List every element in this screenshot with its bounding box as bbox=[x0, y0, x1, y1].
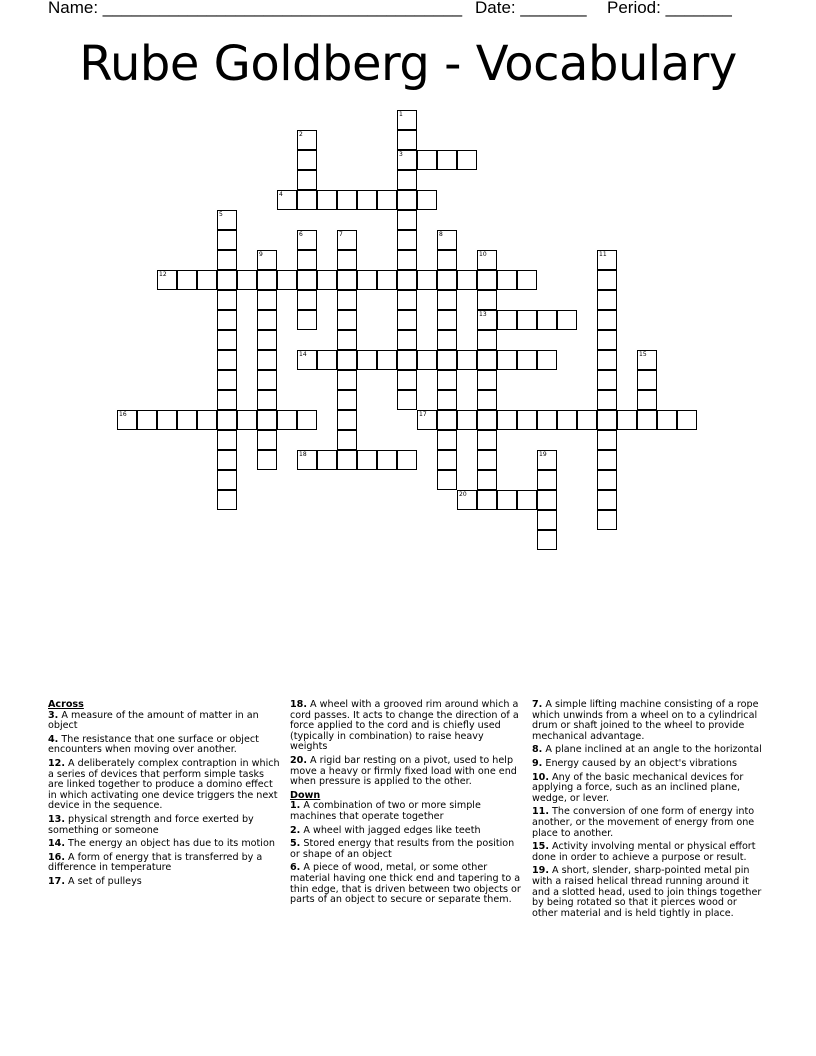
cell-number: 1 bbox=[399, 111, 403, 118]
clue-item bbox=[48, 815, 280, 836]
crossword-cell[interactable] bbox=[497, 410, 517, 430]
cell-number: 13 bbox=[479, 311, 487, 318]
crossword-cell[interactable] bbox=[357, 270, 377, 290]
crossword-cell[interactable] bbox=[257, 310, 277, 330]
clue-item bbox=[48, 711, 280, 732]
crossword-cell[interactable] bbox=[297, 450, 317, 470]
crossword-cell[interactable] bbox=[337, 370, 357, 390]
cell-number: 6 bbox=[299, 231, 303, 238]
crossword-cell[interactable] bbox=[337, 390, 357, 410]
crossword-cell[interactable] bbox=[597, 350, 617, 370]
clue-text: Stored energy that results from the position or shape of an object bbox=[290, 838, 515, 860]
crossword-cell[interactable] bbox=[417, 350, 437, 370]
crossword-cell[interactable] bbox=[397, 170, 417, 190]
crossword-cell[interactable] bbox=[437, 430, 457, 450]
cell-number: 16 bbox=[119, 411, 127, 418]
crossword-cell[interactable] bbox=[397, 190, 417, 210]
crossword-cell[interactable] bbox=[317, 270, 337, 290]
clue-item bbox=[48, 735, 280, 756]
crossword-cell[interactable] bbox=[397, 350, 417, 370]
date-field-label[interactable]: Date: _______ bbox=[475, 0, 587, 17]
clue-item bbox=[532, 842, 764, 863]
cell-number: 17 bbox=[419, 411, 427, 418]
clue-text: A plane inclined at an angle to the horizontal bbox=[542, 744, 762, 756]
clues-column-1 bbox=[48, 700, 280, 891]
clue-item bbox=[532, 807, 764, 839]
clue-number: 4. bbox=[48, 733, 59, 745]
crossword-cell[interactable] bbox=[277, 410, 297, 430]
clue-text: A form of energy that is transferred by a difference in temperature bbox=[48, 851, 263, 874]
crossword-cell[interactable] bbox=[217, 330, 237, 350]
crossword-cell[interactable] bbox=[357, 350, 377, 370]
cell-number: 14 bbox=[299, 351, 307, 358]
crossword-cell[interactable] bbox=[337, 410, 357, 430]
clue-text: A rigid bar resting on a pivot, used to help move a heavy or firmly fixed load with one end when pressure is applied to the other. bbox=[290, 754, 517, 788]
crossword-cell[interactable] bbox=[277, 190, 297, 210]
clue-item bbox=[290, 700, 522, 753]
crossword-cell[interactable] bbox=[597, 290, 617, 310]
clue-number: 7. bbox=[532, 699, 543, 710]
clue-text: The conversion of one form of energy into another, or the movement of energy from one place to another. bbox=[532, 806, 755, 839]
crossword-cell[interactable] bbox=[397, 370, 417, 390]
crossword-cell[interactable] bbox=[537, 450, 557, 470]
crossword-cell[interactable] bbox=[537, 490, 557, 510]
crossword-cell[interactable] bbox=[397, 130, 417, 150]
crossword-cell[interactable] bbox=[517, 270, 537, 290]
crossword-cell[interactable] bbox=[597, 490, 617, 510]
crossword-cell[interactable] bbox=[457, 270, 477, 290]
crossword-cell[interactable] bbox=[437, 150, 457, 170]
cell-number: 18 bbox=[299, 451, 307, 458]
crossword-cell[interactable] bbox=[317, 190, 337, 210]
crossword-cell[interactable] bbox=[297, 150, 317, 170]
clue-text: A combination of two or more simple machines that operate together bbox=[290, 800, 481, 822]
crossword-cell[interactable] bbox=[437, 350, 457, 370]
crossword-cell[interactable] bbox=[437, 250, 457, 270]
crossword-cell[interactable] bbox=[217, 350, 237, 370]
clue-number: 11. bbox=[532, 806, 549, 818]
clue-item bbox=[532, 759, 764, 770]
clue-item bbox=[290, 839, 522, 860]
crossword-cell[interactable] bbox=[417, 190, 437, 210]
crossword-cell[interactable] bbox=[457, 150, 477, 170]
crossword-cell[interactable] bbox=[477, 370, 497, 390]
crossword-cell[interactable] bbox=[257, 430, 277, 450]
crossword-cell[interactable] bbox=[197, 410, 217, 430]
clue-number: 16. bbox=[48, 851, 65, 863]
crossword-cell[interactable] bbox=[257, 290, 277, 310]
crossword-cell[interactable] bbox=[217, 370, 237, 390]
clue-text: Activity involving mental or physical effort done in order to achieve a purpose or result. bbox=[532, 841, 756, 863]
crossword-cell[interactable] bbox=[597, 370, 617, 390]
clue-item bbox=[532, 700, 764, 742]
crossword-cell[interactable] bbox=[517, 410, 537, 430]
crossword-cell[interactable] bbox=[357, 190, 377, 210]
crossword-cell[interactable] bbox=[597, 330, 617, 350]
clue-number: 19. bbox=[532, 865, 549, 877]
crossword-cell[interactable] bbox=[157, 270, 177, 290]
crossword-cell[interactable] bbox=[537, 410, 557, 430]
crossword-cell[interactable] bbox=[477, 310, 497, 330]
crossword-cell[interactable] bbox=[177, 410, 197, 430]
crossword-cell[interactable] bbox=[297, 350, 317, 370]
cell-number: 7 bbox=[339, 231, 343, 238]
clue-text: A measure of the amount of matter in an object bbox=[48, 709, 259, 732]
crossword-cell[interactable] bbox=[217, 490, 237, 510]
crossword-cell[interactable] bbox=[137, 410, 157, 430]
clue-number: 20. bbox=[290, 754, 307, 766]
crossword-cell[interactable] bbox=[597, 270, 617, 290]
crossword-cell[interactable] bbox=[217, 450, 237, 470]
crossword-cell[interactable] bbox=[277, 270, 297, 290]
down-heading: Down bbox=[290, 789, 321, 801]
crossword-cell[interactable] bbox=[217, 430, 237, 450]
crossword-cell[interactable] bbox=[537, 470, 557, 490]
clue-number: 14. bbox=[48, 838, 65, 850]
crossword-cell[interactable] bbox=[457, 490, 477, 510]
clue-number: 5. bbox=[290, 838, 301, 850]
crossword-cell[interactable] bbox=[297, 310, 317, 330]
crossword-cell[interactable] bbox=[597, 250, 617, 270]
crossword-cell[interactable] bbox=[417, 150, 437, 170]
cell-number: 3 bbox=[399, 151, 403, 158]
crossword-cell[interactable] bbox=[257, 350, 277, 370]
crossword-cell[interactable] bbox=[297, 230, 317, 250]
crossword-cell[interactable] bbox=[357, 450, 377, 470]
clue-item bbox=[48, 853, 280, 874]
crossword-cell[interactable] bbox=[497, 350, 517, 370]
crossword-cell[interactable] bbox=[437, 330, 457, 350]
crossword-cell[interactable] bbox=[537, 530, 557, 550]
clue-text: The resistance that one surface or object encounters when moving over another. bbox=[48, 733, 259, 756]
clue-number: 13. bbox=[48, 813, 65, 825]
crossword-cell[interactable] bbox=[297, 190, 317, 210]
clue-number: 12. bbox=[48, 757, 65, 769]
crossword-cell[interactable] bbox=[337, 430, 357, 450]
clue-number: 1. bbox=[290, 800, 301, 812]
crossword-cell[interactable] bbox=[597, 450, 617, 470]
crossword-cell[interactable] bbox=[217, 390, 237, 410]
crossword-cell[interactable] bbox=[397, 230, 417, 250]
clue-text: A set of pulleys bbox=[65, 875, 142, 887]
crossword-cell[interactable] bbox=[497, 310, 517, 330]
clue-item bbox=[290, 801, 522, 822]
crossword-cell[interactable] bbox=[337, 190, 357, 210]
crossword-cell[interactable] bbox=[237, 410, 257, 430]
crossword-cell[interactable] bbox=[377, 190, 397, 210]
cell-number: 9 bbox=[259, 251, 263, 258]
crossword-cell[interactable] bbox=[597, 310, 617, 330]
crossword-cell[interactable] bbox=[497, 270, 517, 290]
crossword-cell[interactable] bbox=[377, 270, 397, 290]
crossword-cell[interactable] bbox=[597, 390, 617, 410]
crossword-cell[interactable] bbox=[397, 330, 417, 350]
crossword-cell[interactable] bbox=[437, 470, 457, 490]
page-title: Rube Goldberg - Vocabulary bbox=[79, 36, 737, 92]
clue-text: A short, slender, sharp-pointed metal pin with a raised helical thread running around it and a slotted head, used to join things together by being rotated so that it pierces wood or other material and is held tightly in place. bbox=[532, 865, 762, 919]
crossword-cell[interactable] bbox=[257, 250, 277, 270]
crossword-cell[interactable] bbox=[477, 450, 497, 470]
crossword-cell[interactable] bbox=[337, 290, 357, 310]
crossword-cell[interactable] bbox=[437, 290, 457, 310]
crossword-cell[interactable] bbox=[317, 450, 337, 470]
crossword-cell[interactable] bbox=[597, 470, 617, 490]
clue-item bbox=[532, 745, 764, 756]
crossword-cell[interactable] bbox=[437, 410, 457, 430]
crossword-cell[interactable] bbox=[517, 350, 537, 370]
crossword-cell[interactable] bbox=[397, 110, 417, 130]
crossword-cell[interactable] bbox=[397, 310, 417, 330]
crossword-cell[interactable] bbox=[177, 270, 197, 290]
crossword-cell[interactable] bbox=[437, 310, 457, 330]
cell-number: 20 bbox=[459, 491, 467, 498]
crossword-cell[interactable] bbox=[237, 270, 257, 290]
clue-number: 18. bbox=[290, 699, 307, 710]
crossword-cell[interactable] bbox=[257, 330, 277, 350]
clue-item bbox=[532, 773, 764, 805]
cell-number: 8 bbox=[439, 231, 443, 238]
crossword-cell[interactable] bbox=[297, 170, 317, 190]
clue-text: physical strength and force exerted by something or someone bbox=[48, 813, 254, 836]
crossword-cell[interactable] bbox=[457, 410, 477, 430]
crossword-cell[interactable] bbox=[437, 450, 457, 470]
crossword-cell[interactable] bbox=[517, 490, 537, 510]
crossword-cell[interactable] bbox=[397, 290, 417, 310]
crossword-cell[interactable] bbox=[417, 410, 437, 430]
crossword-cell[interactable] bbox=[297, 250, 317, 270]
crossword-cell[interactable] bbox=[217, 410, 237, 430]
crossword-cell[interactable] bbox=[217, 290, 237, 310]
crossword-cell[interactable] bbox=[657, 410, 677, 430]
crossword-cell[interactable] bbox=[217, 470, 237, 490]
crossword-cell[interactable] bbox=[597, 410, 617, 430]
clue-item bbox=[48, 759, 280, 812]
crossword-cell[interactable] bbox=[397, 150, 417, 170]
crossword-cell[interactable] bbox=[477, 350, 497, 370]
clue-text: A wheel with jagged edges like teeth bbox=[300, 824, 481, 836]
clue-text: A piece of wood, metal, or some other material having one thick end and tapering to a thin edge, that is driven between two objects or parts of an object to secure or separate them. bbox=[290, 862, 521, 906]
clues-column-3 bbox=[532, 700, 764, 922]
clue-item bbox=[290, 863, 522, 905]
crossword-cell[interactable] bbox=[397, 250, 417, 270]
crossword-cell[interactable] bbox=[477, 330, 497, 350]
crossword-cell[interactable] bbox=[537, 510, 557, 530]
crossword-cell[interactable] bbox=[477, 250, 497, 270]
cell-number: 5 bbox=[219, 211, 223, 218]
crossword-cell[interactable] bbox=[217, 210, 237, 230]
crossword-cell[interactable] bbox=[397, 450, 417, 470]
crossword-cell[interactable] bbox=[397, 270, 417, 290]
cell-number: 10 bbox=[479, 251, 487, 258]
crossword-cell[interactable] bbox=[537, 310, 557, 330]
crossword-cell[interactable] bbox=[217, 310, 237, 330]
crossword-cell[interactable] bbox=[257, 370, 277, 390]
crossword-cell[interactable] bbox=[297, 270, 317, 290]
crossword-cell[interactable] bbox=[477, 270, 497, 290]
crossword-cell[interactable] bbox=[437, 370, 457, 390]
cell-number: 4 bbox=[279, 191, 283, 198]
crossword-cell[interactable] bbox=[417, 270, 437, 290]
period-field-label[interactable]: Period: _______ bbox=[607, 0, 732, 17]
crossword-cell[interactable] bbox=[257, 410, 277, 430]
clue-item bbox=[290, 756, 522, 788]
clue-number: 3. bbox=[48, 709, 59, 721]
crossword-cell[interactable] bbox=[577, 410, 597, 430]
crossword-cell[interactable] bbox=[617, 410, 637, 430]
crossword-cell[interactable] bbox=[477, 430, 497, 450]
crossword-cell[interactable] bbox=[337, 330, 357, 350]
crossword-cell[interactable] bbox=[377, 350, 397, 370]
clue-item bbox=[532, 866, 764, 919]
clue-item bbox=[48, 839, 280, 850]
crossword-cell[interactable] bbox=[637, 350, 657, 370]
across-heading: Across bbox=[48, 699, 84, 710]
crossword-cell[interactable] bbox=[537, 350, 557, 370]
crossword-cell[interactable] bbox=[337, 310, 357, 330]
clue-text: The energy an object has due to its motion bbox=[65, 838, 275, 850]
crossword-cell[interactable] bbox=[257, 390, 277, 410]
crossword-cell[interactable] bbox=[677, 410, 697, 430]
crossword-cell[interactable] bbox=[337, 270, 357, 290]
crossword-cell[interactable] bbox=[197, 270, 217, 290]
clue-number: 10. bbox=[532, 771, 549, 783]
crossword-cell[interactable] bbox=[297, 290, 317, 310]
clue-number: 6. bbox=[290, 862, 301, 874]
crossword-cell[interactable] bbox=[157, 410, 177, 430]
clue-text: Energy caused by an object's vibrations bbox=[542, 757, 737, 769]
crossword-cell[interactable] bbox=[477, 470, 497, 490]
crossword-cell[interactable] bbox=[217, 270, 237, 290]
name-field-label[interactable]: Name: ______________________________________ bbox=[48, 0, 463, 17]
crossword-cell[interactable] bbox=[477, 490, 497, 510]
crossword-cell[interactable] bbox=[337, 450, 357, 470]
clue-number: 8. bbox=[532, 744, 543, 756]
crossword-cell[interactable] bbox=[597, 510, 617, 530]
crossword-cell[interactable] bbox=[437, 270, 457, 290]
crossword-cell[interactable] bbox=[557, 410, 577, 430]
clue-text: A deliberately complex contraption in which a series of devices that perform simple tasks are linked together to produce a domino effect in which activating one device triggers the next device in the sequence. bbox=[48, 757, 280, 812]
clue-number: 2. bbox=[290, 824, 301, 836]
crossword-cell[interactable] bbox=[437, 230, 457, 250]
crossword-cell[interactable] bbox=[517, 310, 537, 330]
cell-number: 15 bbox=[639, 351, 647, 358]
crossword-cell[interactable] bbox=[217, 230, 237, 250]
clue-text: Any of the basic mechanical devices for applying a force, such as an inclined plane, wedge, or lever. bbox=[532, 771, 744, 804]
crossword-cell[interactable] bbox=[497, 490, 517, 510]
clues-column-2 bbox=[290, 700, 522, 909]
crossword-cell[interactable] bbox=[257, 270, 277, 290]
crossword-cell[interactable] bbox=[437, 390, 457, 410]
crossword-cell[interactable] bbox=[317, 350, 337, 370]
crossword-cell[interactable] bbox=[637, 410, 657, 430]
crossword-cell[interactable] bbox=[377, 450, 397, 470]
crossword-cell[interactable] bbox=[217, 250, 237, 270]
crossword-cell[interactable] bbox=[297, 410, 317, 430]
crossword-cell[interactable] bbox=[337, 250, 357, 270]
crossword-cell[interactable] bbox=[257, 450, 277, 470]
clue-number: 17. bbox=[48, 875, 65, 887]
crossword-cell[interactable] bbox=[637, 370, 657, 390]
clue-number: 15. bbox=[532, 841, 549, 853]
cell-number: 11 bbox=[599, 251, 607, 258]
cell-number: 19 bbox=[539, 451, 547, 458]
crossword-cell[interactable] bbox=[297, 130, 317, 150]
clue-text: A simple lifting machine consisting of a rope which unwinds from a wheel on to a cylindrical drum or shaft joined to the wheel to provide mechanical advantage. bbox=[532, 699, 759, 742]
crossword-cell[interactable] bbox=[597, 430, 617, 450]
crossword-cell[interactable] bbox=[337, 230, 357, 250]
crossword-cell[interactable] bbox=[337, 350, 357, 370]
cell-number: 12 bbox=[159, 271, 167, 278]
crossword-cell[interactable] bbox=[457, 350, 477, 370]
clue-item bbox=[290, 826, 522, 837]
crossword-cell[interactable] bbox=[397, 210, 417, 230]
crossword-cell[interactable] bbox=[477, 410, 497, 430]
crossword-cell[interactable] bbox=[397, 390, 417, 410]
crossword-cell[interactable] bbox=[117, 410, 137, 430]
clue-text: A wheel with a grooved rim around which a cord passes. It acts to change the direction of a force applied to the cord and is chiefly used (typically in combination) to raise heavy weights bbox=[290, 699, 519, 753]
clue-item bbox=[48, 877, 280, 888]
crossword-cell[interactable] bbox=[557, 310, 577, 330]
cell-number: 2 bbox=[299, 131, 303, 138]
crossword-cell[interactable] bbox=[477, 290, 497, 310]
crossword-cell[interactable] bbox=[477, 390, 497, 410]
clue-number: 9. bbox=[532, 757, 543, 769]
crossword-cell[interactable] bbox=[637, 390, 657, 410]
